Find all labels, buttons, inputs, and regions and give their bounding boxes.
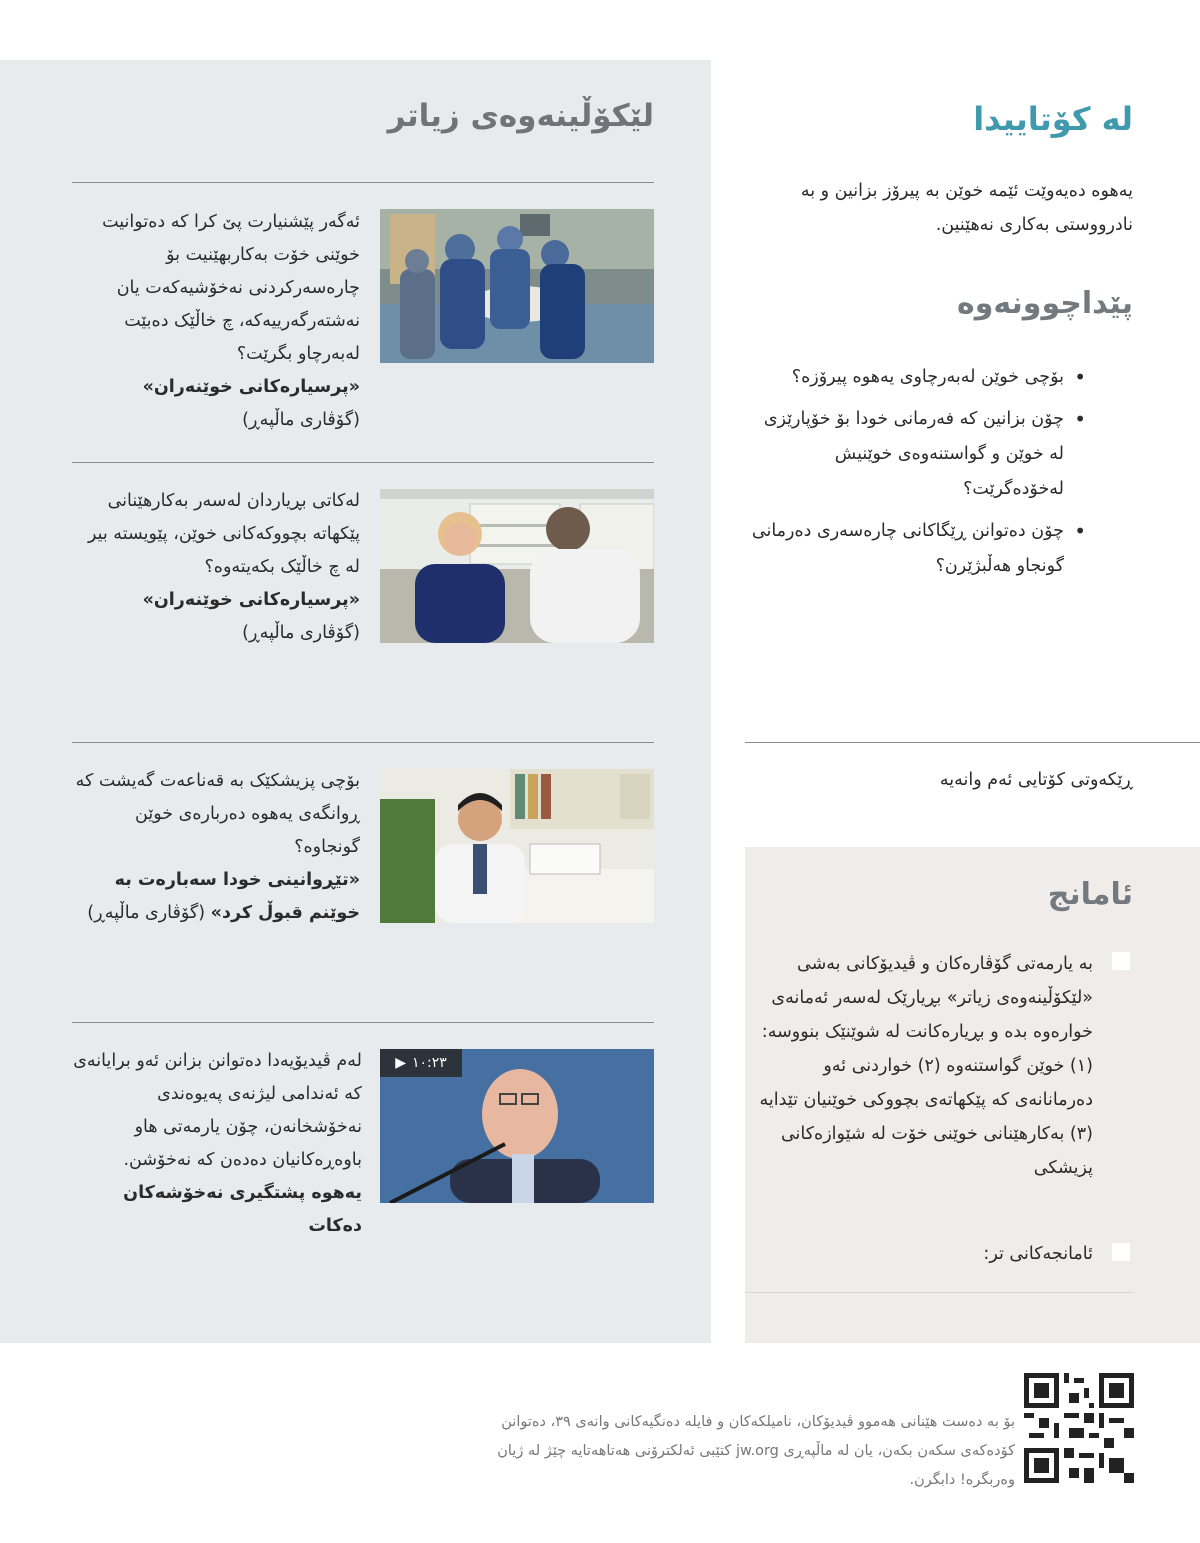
goal-box: [745, 847, 1200, 1343]
article-link[interactable]: «تێڕوانینی خودا سەبارەت بە خوێنم قبوڵ کرد»: [114, 870, 360, 923]
review-list-wrap: [745, 360, 1110, 591]
card-question: بۆچی پزیشکێک بە قەناعەت گەیشت کە ڕوانگەی یەهوە دەربارەی خوێن گونجاوە؟: [75, 771, 360, 857]
doctor-photo[interactable]: [380, 769, 654, 923]
divider: [72, 742, 654, 743]
goal-title-wrap: [745, 877, 1133, 912]
write-line[interactable]: [745, 1292, 1133, 1293]
review-question: • بۆچی خوێن لەبەرچاوی یەهوە پیرۆزە؟: [745, 360, 1086, 395]
card-question: لەم ڤیدیۆیەدا دەتوانن بزانن ئەو برایانەی کە ئەندامی لیژنەی پەیوەندی نەخۆشخانەن، چۆن یارمەتی هاو باوەڕەکانیان دەدەن کە نەخۆشن.: [73, 1051, 362, 1170]
video-link[interactable]: یەهوە پشتگیری نەخۆشەکان دەکات: [123, 1183, 362, 1236]
other-goals-label: ئامانجەکانی تر:: [983, 1244, 1093, 1264]
card-question: لەکاتی بڕیاردان لەسەر بەکارهێنانی پێکهاتە بچووکەکانی خوێن، پێویستە بیر لە چ خاڵێک بکەیتەوە؟: [87, 491, 360, 577]
play-icon[interactable]: ▶: [395, 1055, 406, 1071]
learn-more-card-1: [72, 206, 360, 437]
review-list: [745, 360, 1110, 584]
summary-title: لە کۆتاییدا: [973, 100, 1133, 138]
goal-title: ئامانج: [1047, 877, 1133, 912]
summary-text: یەهوە دەیەوێت ئێمە خوێن بە پیرۆز بزانین و بە نادرووستی بەکاری نەهێنین.: [800, 181, 1133, 235]
article-link[interactable]: «پرسیارەکانی خوێنەران»: [142, 377, 360, 397]
article-source: (گۆڤاری ماڵپەڕ): [87, 903, 206, 923]
completion-date-label: ڕێکەوتی کۆتایی ئەم وانەیە: [939, 770, 1133, 790]
doctor-patient-photo[interactable]: [380, 489, 654, 643]
divider: [72, 1022, 654, 1023]
learn-more-card-2: [72, 485, 360, 650]
article-link[interactable]: «پرسیارەکانی خوێنەران»: [142, 590, 360, 610]
other-goals-checkbox[interactable]: [1112, 1243, 1130, 1261]
footer-note: بۆ بە دەست هێنانی هەموو ڤیدیۆکان، نامیلکەکان و فایلە دەنگیەکانی وانەی ٣٩، دەتوانن کۆدەکەی سکەن بکەن، یان لە ماڵپەڕی jw.org کتێبی ئەلکترۆنی هەتاهەتایە چێژ لە ژیان وەربگرە! دابگرن.: [497, 1414, 1015, 1488]
review-section: [745, 286, 1133, 321]
summary-section: [745, 100, 1133, 138]
surgery-photo[interactable]: [380, 209, 654, 363]
article-source: (گۆڤاری ماڵپەڕ): [242, 623, 360, 643]
learn-more-card-4: [72, 1045, 362, 1243]
video-duration: ١٠:٢٣: [411, 1055, 447, 1071]
review-question: • چۆن دەتوانن ڕێگاکانی چارەسەری دەرمانی گونجاو هەڵبژێرن؟: [745, 514, 1086, 584]
divider: [72, 462, 654, 463]
divider: [745, 742, 1200, 743]
learn-more-card-3: [72, 765, 360, 930]
qr-code-icon[interactable]: [1024, 1373, 1134, 1483]
video-duration-badge: [380, 1049, 462, 1077]
divider: [72, 182, 654, 183]
learn-more-title: لێکۆڵینەوەی زیاتر: [387, 98, 654, 134]
review-question: • چۆن بزانین کە فەرمانی خودا بۆ خۆپارێزی لە خوێن و گواستنەوەی خوێنیش لەخۆدەگرێت؟: [745, 402, 1086, 507]
article-source: (گۆڤاری ماڵپەڕ): [242, 410, 360, 430]
review-title: پێداچوونەوە: [956, 286, 1133, 321]
card-question: ئەگەر پێشنیارت پێ کرا کە دەتوانیت خوێنی خۆت بەکاربهێنیت بۆ چارەسەرکردنی نەخۆشیەکەت یان نەشتەرگەرییەکە، چ خاڵێک دەبێت لەبەرچاو بگرێت؟: [102, 212, 360, 364]
goal-main-text: بە یارمەتی گۆڤارەکان و ڤیدیۆکانی بەشی «لێکۆڵینەوەی زیاتر» بڕیارێک لەسەر ئەمانەی خوارەوە بدە و بڕیارەکانت لە شوێنێک بنووسە: (١) خوێن گواستنەوە (٢) خواردنی ئەو دەرمانانەی کە پێکهاتەی بچووکی خوێنیان تێدایە (٣) بەکارهێنانی خوێنی خۆت لە شێوازەکانی پزیشکی: [759, 954, 1093, 1178]
goal-checkbox[interactable]: [1112, 952, 1130, 970]
